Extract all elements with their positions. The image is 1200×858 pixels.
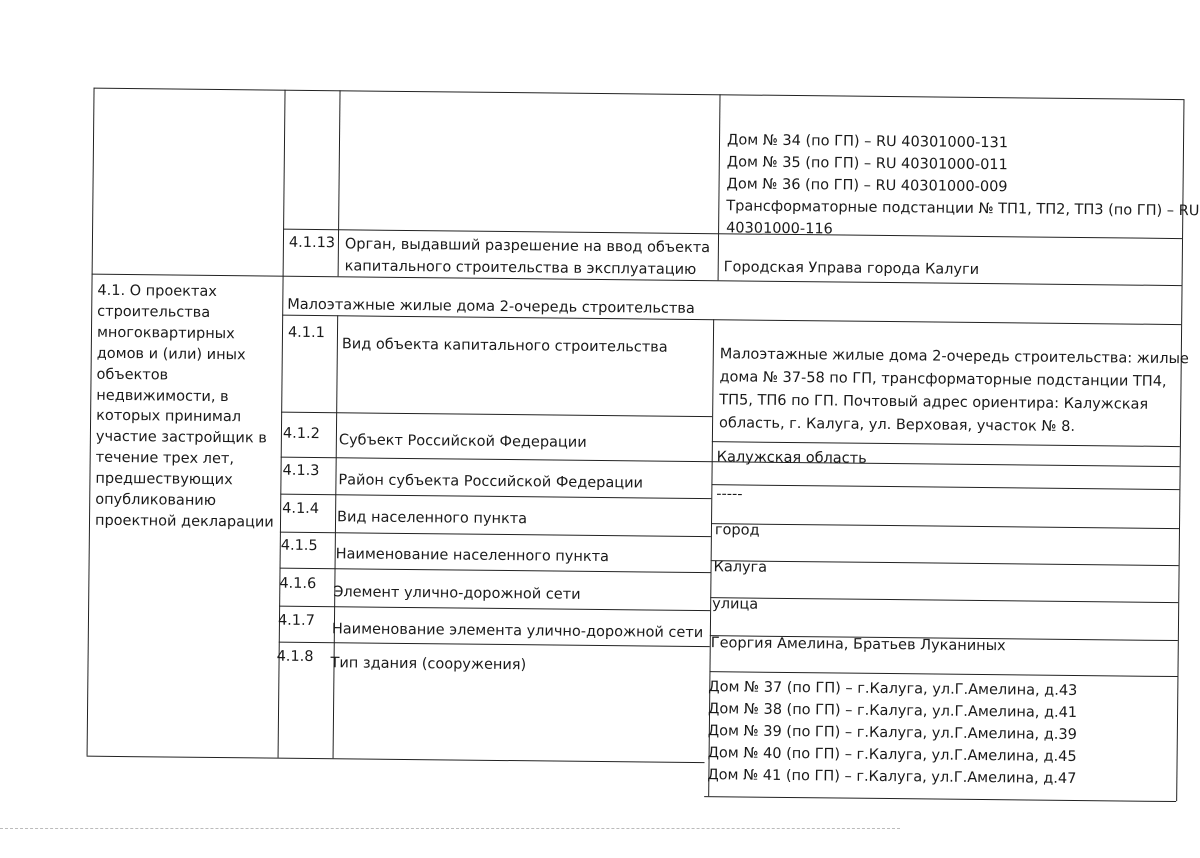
row-number: 4.1.1 (287, 324, 325, 342)
row-label: Вид населенного пункта (336, 509, 528, 528)
table-border-left (87, 88, 95, 756)
col-divider-b2 (333, 315, 339, 758)
row-number: 4.1.7 (277, 612, 315, 630)
row-line (711, 484, 1179, 490)
row-value-line: Дом № 38 (по ГП) – г.Калуга, ул.Г.Амелина, д.41 (707, 701, 1078, 722)
row-line (280, 532, 711, 538)
table-border-bottom-right (704, 796, 1176, 802)
row-number: 4.1.8 (276, 648, 314, 666)
row-line (709, 671, 1177, 677)
row-line (279, 606, 710, 612)
row-value-line: Малоэтажные жилые дома 2-очередь строительства: жилые (719, 346, 1189, 368)
scan-artifact-line (0, 828, 900, 829)
row-value-line: дома № 37-58 по ГП, трансформаторные подстанции ТП4, (719, 369, 1167, 390)
row-label: Район субъекта Российской Федерации (338, 472, 644, 492)
row-value: Городская Управа города Калуги (723, 259, 980, 278)
row-line (280, 568, 711, 574)
row-value: Калужская область (716, 449, 867, 467)
row-line (711, 560, 1179, 566)
permit-line: 40301000-116 (726, 220, 833, 238)
table-border-top (94, 88, 1184, 100)
row-value: Георгия Амелина, Братьев Луканиных (710, 635, 1006, 655)
permit-line: Дом № 35 (по ГП) – RU 40301000-011 (726, 154, 1008, 174)
row-value-line: Дом № 41 (по ГП) – г.Калуга, ул.Г.Амелина, д.47 (707, 767, 1077, 788)
row-label: Вид объекта капитального строительства (341, 336, 668, 356)
row-line (710, 597, 1178, 603)
row-number: 4.1.6 (279, 575, 317, 593)
row-value-line: ТП5, ТП6 по ГП. Почтовый адрес ориентира: Калужская (719, 392, 1149, 413)
row-label: Субъект Российской Федерации (338, 432, 587, 451)
row-line (711, 523, 1179, 529)
row-line (281, 412, 712, 418)
row-label: Орган, выдавший разрешение на ввод объекта капитального строительства в эксплуатацию (344, 236, 711, 278)
row-line (712, 441, 1180, 447)
section-label: 4.1. О проектах строительства многоквартирных домов и (или) иных объектов недвижимости, в которых принимал участие застройщик в течение трех лет, предшествующих опубликованию проектной декларации (94, 282, 274, 531)
row-label: Наименование элемента улично-дорожной сети (331, 621, 704, 642)
row-number: 4.1.2 (282, 425, 320, 443)
col-divider-c (718, 94, 721, 280)
row-value: город (714, 522, 760, 539)
col-divider-b (338, 90, 341, 276)
permit-line: Трансформаторные подстанции № ТП1, ТП2, ТП3 (по ГП) – RU (726, 198, 1200, 220)
row-label: Наименование населенного пункта (335, 546, 610, 566)
permit-line: Дом № 34 (по ГП) – RU 40301000-131 (726, 132, 1009, 152)
section-header: Малоэтажные жилые дома 2-очередь строительства (287, 296, 695, 317)
row-value: Калуга (713, 559, 768, 576)
row-value-line: Дом № 40 (по ГП) – г.Калуга, ул.Г.Амелина, д.45 (707, 745, 1077, 766)
row-value-line: область, г. Калуга, ул. Верховая, участок № 8. (718, 415, 1076, 435)
table-border-bottom-left (87, 756, 705, 763)
row-line (280, 494, 711, 500)
row-number: 4.1.4 (282, 500, 320, 518)
row-label: Элемент улично-дорожной сети (333, 584, 581, 603)
row-value: ----- (716, 486, 743, 503)
row-value-line: Дом № 37 (по ГП) – г.Калуга, ул.Г.Амелина, д.43 (708, 679, 1078, 700)
row-number: 4.1.3 (282, 462, 320, 480)
row-number: 4.1.13 (288, 234, 336, 252)
row-label: Тип здания (сооружения) (330, 655, 527, 674)
row-value: улица (712, 596, 759, 613)
permit-line: Дом № 36 (по ГП) – RU 40301000-009 (726, 176, 1008, 196)
row-value-line: Дом № 39 (по ГП) – г.Калуга, ул.Г.Амелина, д.39 (707, 723, 1077, 744)
row-number: 4.1.5 (280, 537, 318, 555)
